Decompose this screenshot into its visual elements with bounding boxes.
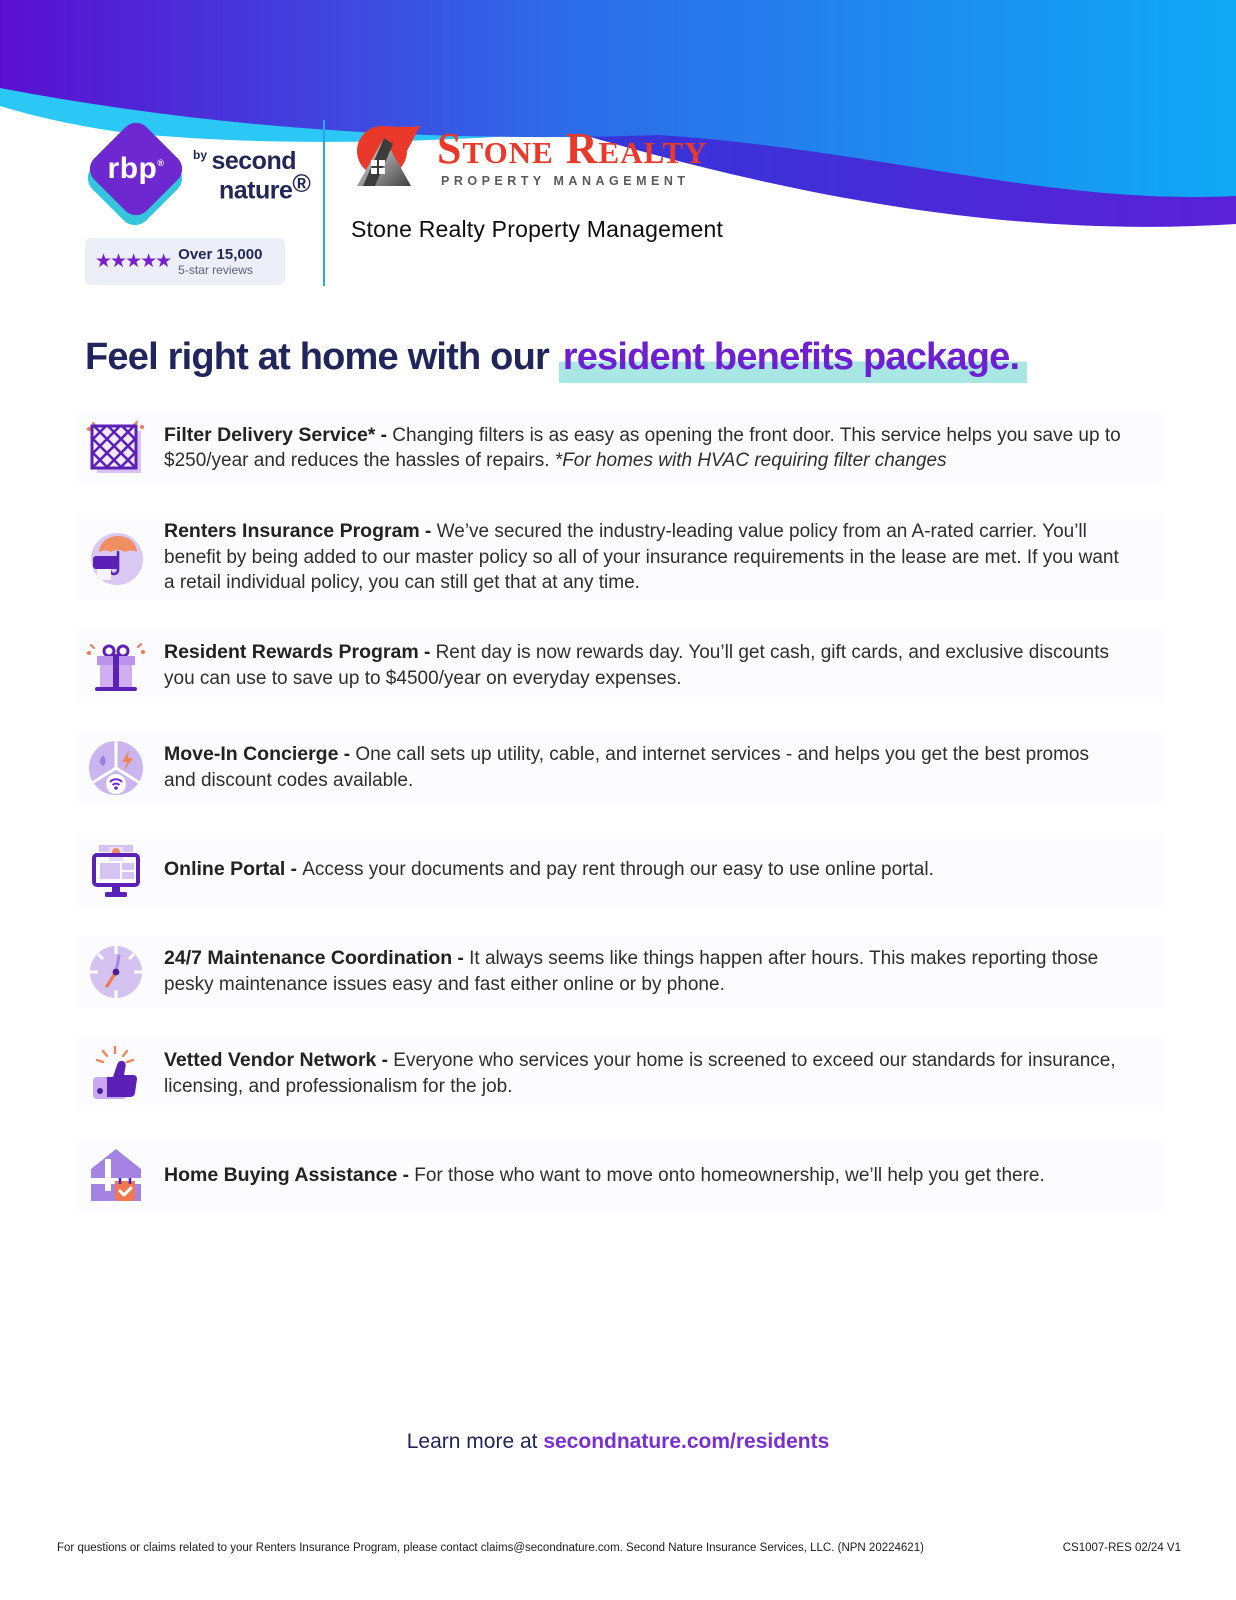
- benefit-row-online-portal: Online Portal - Access your documents and pay rent through our easy to use online portal.: [75, 834, 1163, 906]
- house-icon: [85, 1145, 147, 1207]
- stone-realty-tagline: PROPERTY MANAGEMENT: [441, 173, 690, 188]
- stone-realty-house-icon: [351, 124, 425, 190]
- reviews-count: Over 15,000: [178, 246, 263, 263]
- gift-icon: [85, 635, 147, 697]
- brand-word-second: second: [211, 146, 296, 175]
- clock-icon: [85, 941, 147, 1003]
- reviews-label: 5-star reviews: [178, 263, 253, 278]
- benefit-row-move-in-concierge: Move-In Concierge - One call sets up utility, cable, and internet services - and helps you get the best promos and discount codes available.: [75, 732, 1163, 804]
- headline-highlight: resident benefits package.: [559, 336, 1027, 383]
- fine-print-doc-code: CS1007-RES 02/24 V1: [1062, 1542, 1181, 1554]
- learn-more-link[interactable]: secondnature.com/residents: [543, 1430, 830, 1453]
- benefit-row-filter-delivery: Filter Delivery Service* - Changing filters is as easy as opening the front door. This service helps you save up to $250/year and reduces the hassles of repairs. *For homes with HVAC requiring filter changes: [75, 412, 1163, 484]
- learn-more-prefix: Learn more at: [406, 1430, 544, 1453]
- monitor-icon: [85, 839, 147, 901]
- partner-name: Stone Realty Property Management: [351, 216, 724, 242]
- benefit-row-vetted-vendors: Vetted Vendor Network - Everyone who services your home is screened to exceed our standards for insurance, licensing, and professionalism for the job.: [75, 1038, 1163, 1110]
- by-label: by: [193, 147, 208, 162]
- nature-reg-mark: ®: [292, 169, 311, 198]
- thumbs-up-icon: [85, 1043, 147, 1105]
- brand-section: [85, 118, 723, 286]
- umbrella-icon: [85, 526, 147, 588]
- second-nature-wordmark: [193, 146, 311, 205]
- rbp-logo: [85, 118, 311, 234]
- benefit-row-home-buying: Home Buying Assistance - For those who want to move onto homeownership, we’ll help you get there.: [75, 1140, 1163, 1212]
- benefit-row-maintenance: 24/7 Maintenance Coordination - It always seems like things happen after hours. This makes reporting those pesky maintenance issues easy and fast either online or by phone.: [75, 936, 1163, 1008]
- page-title: [85, 336, 1027, 379]
- five-star-rating-icon: ★★★★★: [95, 251, 171, 273]
- vertical-divider: [323, 120, 325, 286]
- fine-print: [57, 1542, 1181, 1554]
- benefit-row-resident-rewards: Resident Rewards Program - Rent day is now rewards day. You’ll get cash, gift cards, and exclusive discounts you can use to save up to $4500/year on everyday expenses.: [75, 630, 1163, 702]
- benefit-row-renters-insurance: Renters Insurance Program - We’ve secured the industry-leading value policy from an A-rated carrier. You’ll benefit by being added to our master policy so all of your insurance requirements in the lease are met. If you want a retail individual policy, you can still get that at any time.: [75, 514, 1163, 600]
- rbp-logo-text: rbp: [107, 152, 158, 185]
- fine-print-disclaimer: For questions or claims related to your Renters Insurance Program, please contact claims@secondnature.com. Second Nature Insurance Services, LLC. (NPN 20224621): [57, 1542, 924, 1554]
- stone-realty-wordmark: Stone Realty: [437, 123, 708, 173]
- rbp-badge-icon: [85, 120, 185, 232]
- stone-realty-logo: [351, 124, 723, 190]
- benefits-list: [75, 412, 1163, 1242]
- rbp-reg-mark: ®: [157, 158, 165, 168]
- headline-prefix: Feel right at home with our: [85, 336, 559, 378]
- utilities-icon: [85, 737, 147, 799]
- filter-icon: [85, 417, 147, 479]
- learn-more-line: [0, 1430, 1236, 1454]
- brand-word-nature: nature: [219, 176, 293, 205]
- reviews-badge: [85, 238, 285, 285]
